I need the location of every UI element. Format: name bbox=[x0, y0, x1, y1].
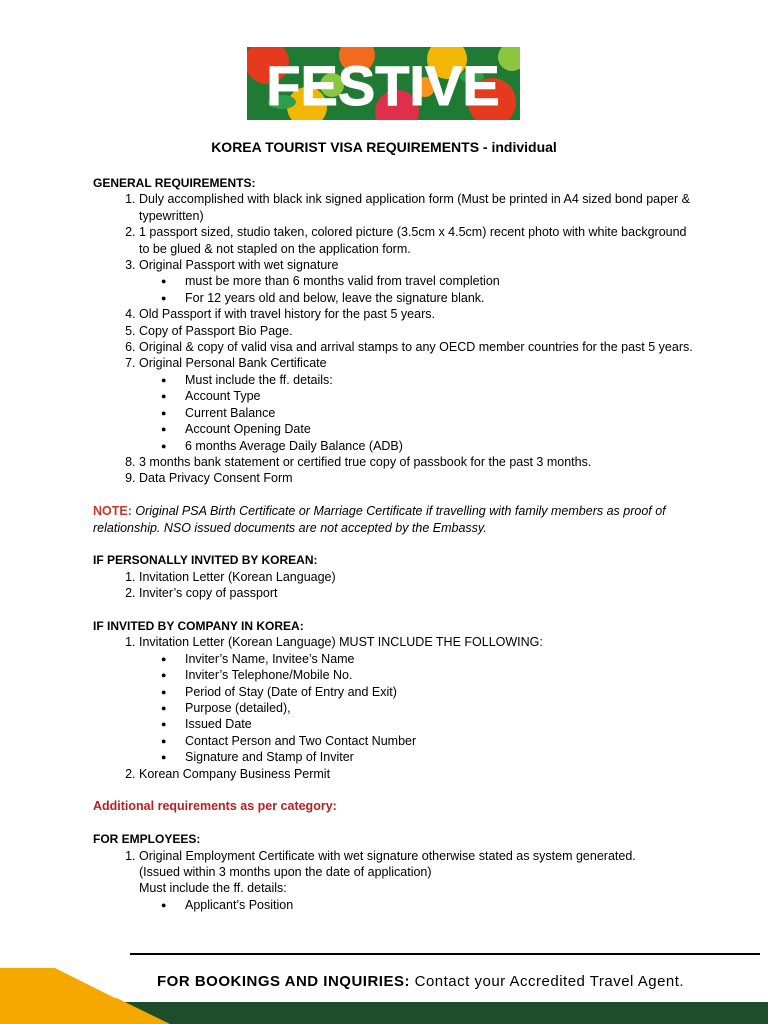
list-item bbox=[139, 224, 693, 257]
bullet-item: ● Period of Stay (Date of Entry and Exit) bbox=[185, 684, 693, 700]
list-item-text: Old Passport if with travel history for the past 5 years. bbox=[139, 307, 435, 322]
korean-invite-list bbox=[93, 569, 693, 602]
note-text: Original PSA Birth Certificate or Marriage Certificate if travelling with family members as proof of relationship. NSO issued documents are not accepted by the Embassy. bbox=[93, 504, 666, 535]
footer-contact-text: Contact your Accredited Travel Agent. bbox=[414, 973, 685, 990]
company-invite-bullets bbox=[139, 651, 693, 766]
list-item bbox=[139, 634, 693, 765]
requirements-content bbox=[93, 175, 693, 913]
note-paragraph bbox=[93, 503, 693, 536]
list-item-text: Duly accomplished with black ink signed application form (Must be printed in A4 sized bond paper & typewritten) bbox=[139, 192, 690, 223]
bullet-item: ● Applicant’s Position bbox=[185, 897, 693, 913]
list-item bbox=[139, 306, 693, 322]
list-item-text: Original Personal Bank Certificate bbox=[139, 356, 327, 371]
general-requirements-heading: GENERAL REQUIREMENTS: bbox=[93, 176, 256, 190]
employees-item-line: (Issued within 3 months upon the date of application) bbox=[139, 864, 432, 879]
bullet-item: ● must be more than 6 months valid from travel completion bbox=[185, 273, 693, 289]
bullet-item: ● Signature and Stamp of Inviter bbox=[185, 749, 693, 765]
festive-logo bbox=[247, 47, 520, 120]
additional-requirements-heading: Additional requirements as per category: bbox=[93, 799, 337, 814]
bullet-item: ● 6 months Average Daily Balance (ADB) bbox=[185, 438, 693, 454]
bullet-item: ● Account Opening Date bbox=[185, 421, 693, 437]
list-item: 1. Invitation Letter (Korean Language) bbox=[139, 569, 693, 585]
list-item bbox=[139, 766, 693, 782]
list-item bbox=[139, 470, 693, 486]
footer-bold-label: FOR BOOKINGS AND INQUIRIES: bbox=[157, 973, 410, 990]
korean-invite-heading: IF PERSONALLY INVITED BY KOREAN: bbox=[93, 553, 318, 568]
passport-bullets bbox=[139, 273, 693, 306]
bullet-item: ● Contact Person and Two Contact Number bbox=[185, 733, 693, 749]
festive-logo-graphic bbox=[247, 47, 520, 120]
bullet-item: ● For 12 years old and below, leave the signature blank. bbox=[185, 290, 693, 306]
bullet-item: ● Issued Date bbox=[185, 716, 693, 732]
list-item-text: Data Privacy Consent Form bbox=[139, 471, 293, 486]
bullet-item: ● Inviter’s Name, Invitee’s Name bbox=[185, 651, 693, 667]
general-requirements-list bbox=[93, 191, 693, 486]
list-item-text: Original & copy of valid visa and arrival stamps to any OECD member countries for the past 5 years. bbox=[139, 340, 693, 355]
footer-accent-wedge bbox=[0, 968, 140, 998]
list-item-text: 3 months bank statement or certified true copy of passbook for the past 3 months. bbox=[139, 454, 592, 469]
note-label: NOTE: bbox=[93, 504, 132, 519]
list-item-text: Original Passport with wet signature bbox=[139, 258, 339, 273]
list-item bbox=[139, 257, 693, 306]
bullet-item: ● Must include the ff. details: bbox=[185, 372, 693, 388]
footer-color-bar bbox=[0, 998, 768, 1024]
list-item-text: Korean Company Business Permit bbox=[139, 766, 331, 781]
list-item bbox=[139, 323, 693, 339]
bank-bullets bbox=[139, 372, 693, 454]
footer-contact bbox=[157, 973, 684, 990]
employees-list bbox=[93, 848, 693, 914]
employees-bullets bbox=[139, 897, 693, 913]
list-item bbox=[139, 191, 693, 224]
bullet-item: ● Inviter’s Telephone/Mobile No. bbox=[185, 667, 693, 683]
list-item-text: Invitation Letter (Korean Language) MUST INCLUDE THE FOLLOWING: bbox=[139, 635, 543, 650]
employees-item-line: 1. Original Employment Certificate with wet signature otherwise stated as system generated. bbox=[139, 848, 636, 863]
list-item bbox=[139, 848, 693, 914]
document-title: KOREA TOURIST VISA REQUIREMENTS - individual bbox=[211, 139, 557, 155]
festive-logo-text: FESTIVE bbox=[266, 54, 500, 117]
list-item: 2. Inviter’s copy of passport bbox=[139, 585, 693, 601]
list-item bbox=[139, 339, 693, 355]
company-invite-heading: IF INVITED BY COMPANY IN KOREA: bbox=[93, 618, 304, 633]
bullet-item: ● Purpose (detailed), bbox=[185, 700, 693, 716]
employees-heading: FOR EMPLOYEES: bbox=[93, 832, 201, 847]
list-item bbox=[139, 454, 693, 470]
bullet-item: ● Account Type bbox=[185, 388, 693, 404]
footer-divider bbox=[130, 953, 760, 955]
list-item-text: 1 passport sized, studio taken, colored picture (3.5cm x 4.5cm) recent photo with white background to be glued & not stapled on the application form. bbox=[139, 225, 687, 256]
employees-item-line: Must include the ff. details: bbox=[139, 881, 287, 896]
company-invite-list bbox=[93, 634, 693, 782]
list-item-text: Copy of Passport Bio Page. bbox=[139, 323, 293, 338]
bullet-item: ● Current Balance bbox=[185, 405, 693, 421]
list-item bbox=[139, 355, 693, 453]
